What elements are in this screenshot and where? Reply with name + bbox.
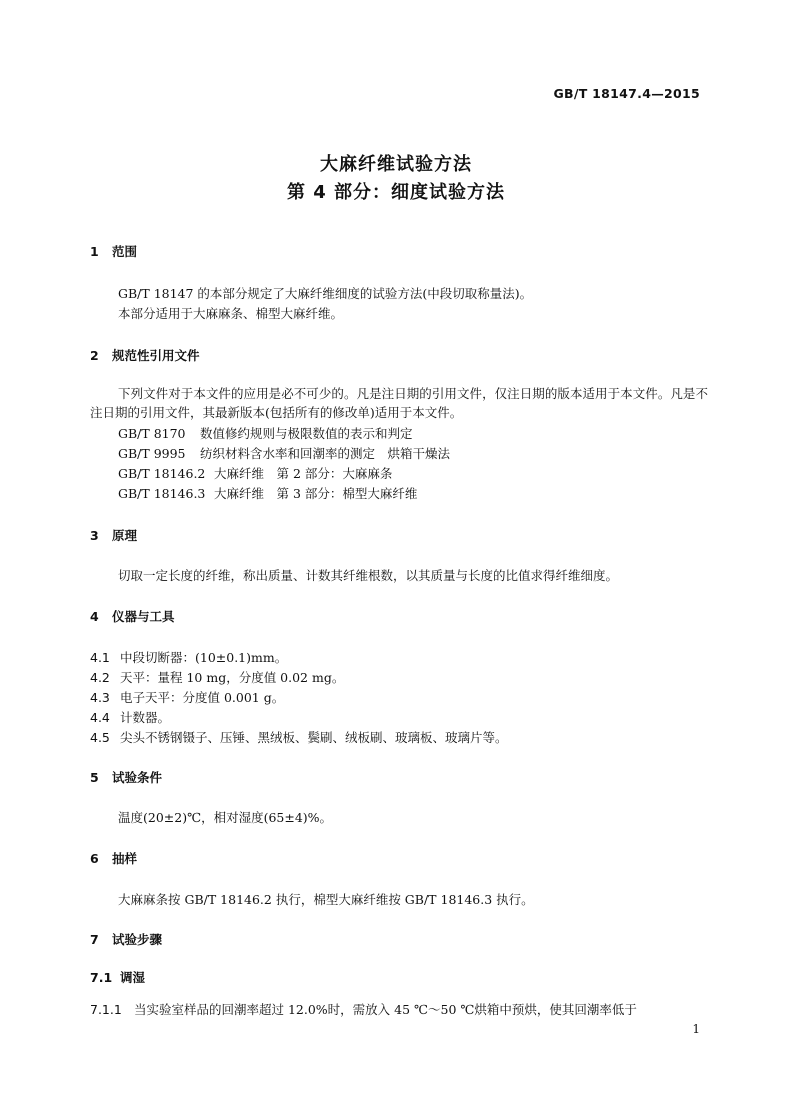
section-number: 4 [90, 609, 99, 624]
paragraph: 切取一定长度的纤维，称出质量、计数其纤维根数，以其质量与长度的比值求得纤维细度。 [118, 568, 619, 583]
section-number: 6 [90, 851, 99, 866]
document-subtitle: 第 4 部分：细度试验方法 [286, 182, 506, 203]
page-number: 1 [692, 1022, 700, 1036]
clause-number: 7.1.1 [90, 1002, 122, 1017]
section-number: 5 [90, 770, 99, 785]
section-title: 范围 [112, 244, 138, 259]
section-title: 抽样 [112, 851, 138, 866]
reference-code: GB/T 8170 [118, 426, 186, 441]
item-text: 天平：量程 10 mg，分度值 0.02 mg。 [120, 670, 345, 685]
section-number: 7 [90, 932, 99, 947]
list-item [90, 668, 344, 686]
clause-text: 当实验室样品的回潮率超过 12.0%时，需放入 45 ℃～50 ℃烘箱中预烘，使其回潮率低于 [134, 1002, 637, 1017]
reference-item [118, 464, 392, 482]
item-text: 电子天平：分度值 0.001 g。 [120, 690, 285, 705]
reference-item [118, 484, 417, 502]
list-item [90, 708, 170, 726]
item-text: 计数器。 [120, 710, 171, 725]
section-title: 规范性引用文件 [112, 348, 200, 363]
reference-title: 大麻纤维 第 3 部分：棉型大麻纤维 [214, 486, 418, 501]
standard-number: GB/T 18147.4—2015 [553, 86, 700, 101]
section-title: 仪器与工具 [112, 609, 175, 624]
section-6-heading [90, 849, 137, 867]
item-number: 4.3 [90, 690, 110, 705]
list-item [90, 688, 284, 706]
section-number: 3 [90, 528, 99, 543]
section-title: 试验步骤 [112, 932, 163, 947]
reference-code: GB/T 9995 [118, 446, 186, 461]
paragraph: GB/T 18147 的本部分规定了大麻纤维细度的试验方法(中段切取称量法)。 [118, 286, 533, 301]
item-number: 4.4 [90, 710, 110, 725]
item-text: 尖头不锈钢镊子、压锤、黑绒板、鬓刷、绒板刷、玻璃板、玻璃片等。 [120, 730, 508, 745]
subsection-title: 调湿 [120, 970, 146, 985]
reference-code: GB/T 18146.2 [118, 466, 206, 481]
paragraph: 大麻麻条按 GB/T 18146.2 执行，棉型大麻纤维按 GB/T 18146.3 执行。 [118, 892, 534, 907]
item-number: 4.5 [90, 730, 110, 745]
document-title: 大麻纤维试验方法 [320, 154, 472, 175]
section-2-heading [90, 346, 200, 364]
reference-item [118, 444, 450, 462]
reference-code: GB/T 18146.3 [118, 486, 206, 501]
section-3-heading [90, 526, 137, 544]
section-5-heading [90, 768, 162, 786]
section-1-heading [90, 242, 137, 260]
reference-title: 数值修约规则与极限数值的表示和判定 [200, 426, 413, 441]
paragraph: 下列文件对于本文件的应用是必不可少的。凡是注日期的引用文件，仅注日期的版本适用于本文件。凡是不注日期的引用文件，其最新版本(包括所有的修改单)适用于本文件。 [90, 386, 708, 420]
section-4-heading [90, 607, 175, 625]
paragraph: 温度(20±2)℃，相对湿度(65±4)%。 [118, 810, 333, 825]
list-item [90, 728, 508, 746]
reference-item [118, 424, 413, 442]
subsection-7-1-heading [90, 968, 145, 986]
paragraph: 本部分适用于大麻麻条、棉型大麻纤维。 [118, 306, 344, 321]
reference-title: 大麻纤维 第 2 部分：大麻麻条 [214, 466, 393, 481]
item-text: 中段切断器：(10±0.1)mm。 [120, 650, 288, 665]
section-title: 试验条件 [112, 770, 163, 785]
section-number: 2 [90, 348, 99, 363]
subsection-number: 7.1 [90, 970, 113, 985]
item-number: 4.1 [90, 650, 110, 665]
clause-7-1-1 [90, 1000, 708, 1018]
item-number: 4.2 [90, 670, 110, 685]
section-7-heading [90, 930, 162, 948]
reference-title: 纺织材料含水率和回潮率的测定 烘箱干燥法 [200, 446, 451, 461]
list-item [90, 648, 287, 666]
section-number: 1 [90, 244, 99, 259]
section-title: 原理 [112, 528, 138, 543]
